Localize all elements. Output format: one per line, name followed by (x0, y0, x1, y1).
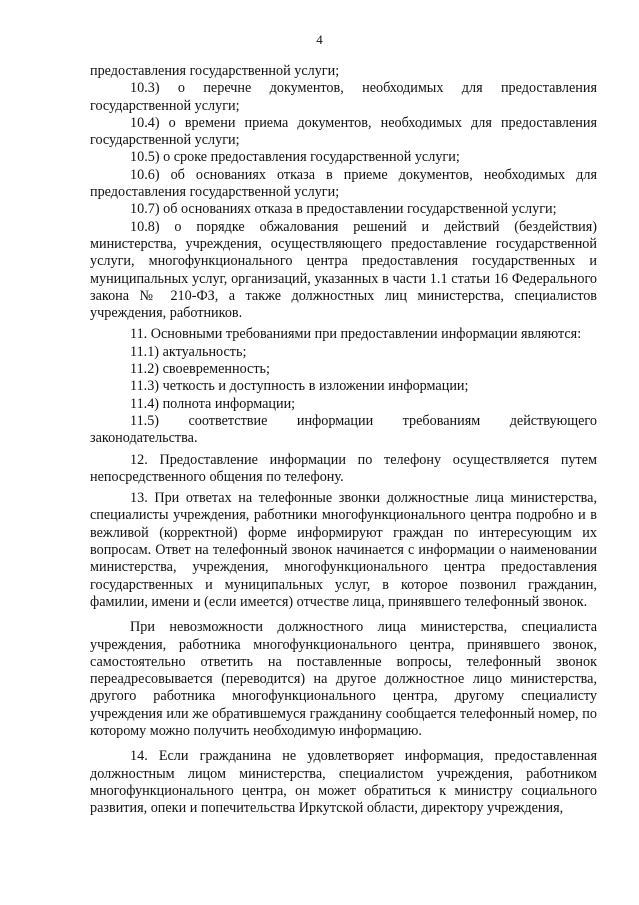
paragraph-p0: предоставления государственной услуги; (90, 63, 340, 79)
page-number: 4 (316, 32, 323, 47)
paragraph-p10: 11.3) четкость и доступность в изложении информации; (130, 378, 469, 395)
paragraph-p9: 11.2) своевременность; (130, 361, 270, 378)
paragraph-p2: 10.4) о времени приема документов, необходимых для предоставления государственной услуги; (90, 114, 597, 149)
paragraph-p14: 13. При ответах на телефонные звонки должностные лица министерства, специалисты учреждения, работники многофункционального центра подробно и в вежливой (корректной) форме информируют граждан по интересующим их вопросам. Ответ на телефонный звонок начинается с информации о наименовании министерства, учреждения, многофункционального центра предоставления государственных и муниципальных услуг, в которое позвонил гражданин, фамилии, имени и (если имеется) отчестве лица, принявшего телефонный звонок. (90, 490, 597, 610)
paragraph-p12: 11.5) соответствие информации требованиям действующего законодательства. (90, 412, 597, 447)
paragraph-p7: 11. Основными требованиями при предоставлении информации являются: (130, 326, 582, 343)
document-body (90, 63, 597, 817)
paragraph-p13: 12. Предоставление информации по телефону осуществляется путем непосредственного общения по телефону. (90, 451, 597, 485)
paragraph-p1: 10.3) о перечне документов, необходимых для предоставления государственной услуги; (90, 80, 597, 114)
paragraph-p8: 11.1) актуальность; (130, 343, 247, 360)
paragraph-p6: 10.8) о порядке обжалования решений и действий (бездействия) министерства, учреждения, осуществляющего предоставление государственной услуги, многофункционального центра предоставления государственных и муниципальных услуг, организаций, указанных в части 1.1 статьи 16 Федерального закона № 210-ФЗ, а также должностных лиц министерства, специалистов учреждения, работников. (90, 218, 597, 322)
paragraph-p16: 14. Если гражданина не удовлетворяет информация, предоставленная должностным лицом министерства, специалистом учреждения, работником многофункционального центра, он может обратиться к министру социального развития, опеки и попечительства Иркутской области, директору учреждения, (90, 748, 597, 817)
paragraph-p4: 10.6) об основаниях отказа в приеме документов, необходимых для предоставления государственной услуги; (90, 166, 597, 201)
paragraph-p3: 10.5) о сроке предоставления государственной услуги; (130, 149, 460, 166)
paragraph-p5: 10.7) об основаниях отказа в предоставлении государственной услуги; (130, 201, 557, 218)
paragraph-p11: 11.4) полнота информации; (130, 395, 296, 412)
paragraph-p15: При невозможности должностного лица министерства, специалиста учреждения, работника многофункционального центра, принявшего звонок, самостоятельно ответить на поставленные вопросы, телефонный звонок переадресовывается (переводится) на другое должностное лицо министерства, другого работника многофункционального центра, другому специалисту учреждения или же обратившемуся гражданину сообщается телефонный номер, по которому можно получить необходимую информацию. (90, 619, 597, 739)
